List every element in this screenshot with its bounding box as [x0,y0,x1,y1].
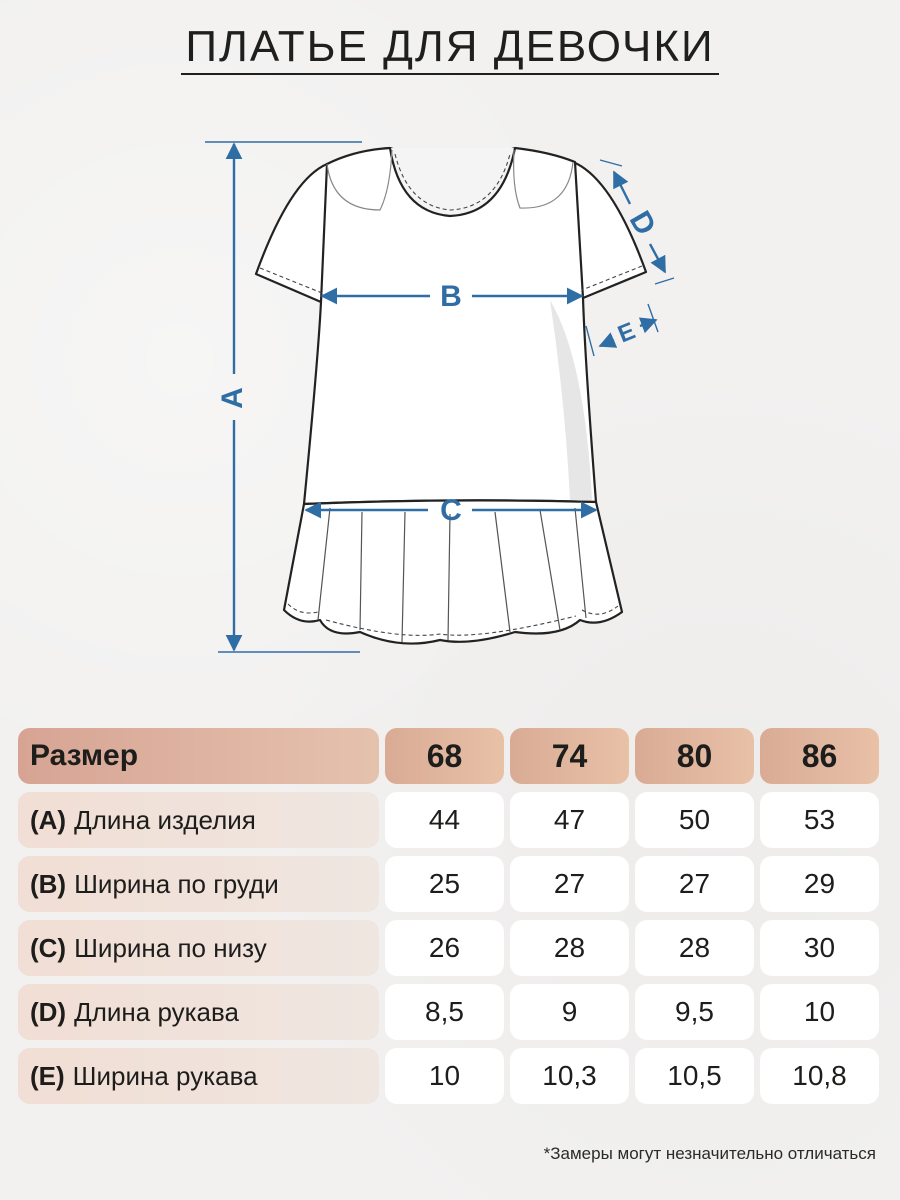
table-cell: 10,5 [635,1048,754,1104]
table-cell: 28 [510,920,629,976]
table-row [18,1048,882,1104]
table-cell: 10 [760,984,879,1040]
size-header: 80 [635,728,754,784]
table-cell: 10 [385,1048,504,1104]
table-cell: 8,5 [385,984,504,1040]
table-row [18,920,882,976]
table-cell: 9 [510,984,629,1040]
page-title [0,22,900,75]
arrow-d-bottom [650,244,665,272]
label-e: E [614,317,640,349]
label-b: B [440,279,462,313]
label-a: A [215,387,249,409]
table-cell: 25 [385,856,504,912]
table-cell: 30 [760,920,879,976]
row-label [18,920,379,976]
row-label [18,1048,379,1104]
dress-outline [256,148,646,644]
table-cell: 53 [760,792,879,848]
row-letter: (B) [30,868,67,899]
table-cell: 50 [635,792,754,848]
header-label: Размер [18,728,379,784]
table-row [18,856,882,912]
row-label [18,856,379,912]
table-cell: 26 [385,920,504,976]
row-name: Ширина по низу [74,932,267,963]
table-cell: 9,5 [635,984,754,1040]
page-title-text: ПЛАТЬЕ ДЛЯ ДЕВОЧКИ [181,23,718,75]
table-header-row [18,728,882,784]
size-header: 86 [760,728,879,784]
row-name: Длина рукава [74,996,239,1027]
row-letter: (E) [30,1060,65,1091]
size-header: 68 [385,728,504,784]
table-cell: 47 [510,792,629,848]
arrow-e-right [640,320,656,326]
table-cell: 10,8 [760,1048,879,1104]
label-c: C [440,493,462,527]
size-header: 74 [510,728,629,784]
arrow-e-left [600,340,614,346]
table-cell: 10,3 [510,1048,629,1104]
row-letter: (A) [30,804,67,835]
row-name: Ширина рукава [72,1060,258,1091]
table-row [18,792,882,848]
table-cell: 27 [635,856,754,912]
row-label [18,984,379,1040]
table-cell: 44 [385,792,504,848]
table-cell: 27 [510,856,629,912]
row-name: Длина изделия [74,804,256,835]
row-letter: (D) [30,996,67,1027]
table-cell: 29 [760,856,879,912]
table-row [18,984,882,1040]
row-letter: (C) [30,932,67,963]
dress-diagram [0,120,900,680]
table-cell: 28 [635,920,754,976]
arrow-d-top [614,172,630,204]
label-d: D [622,205,663,241]
row-label [18,792,379,848]
row-name: Ширина по груди [74,868,279,899]
measurement-note: *Замеры могут незначительно отличаться [543,1144,876,1163]
